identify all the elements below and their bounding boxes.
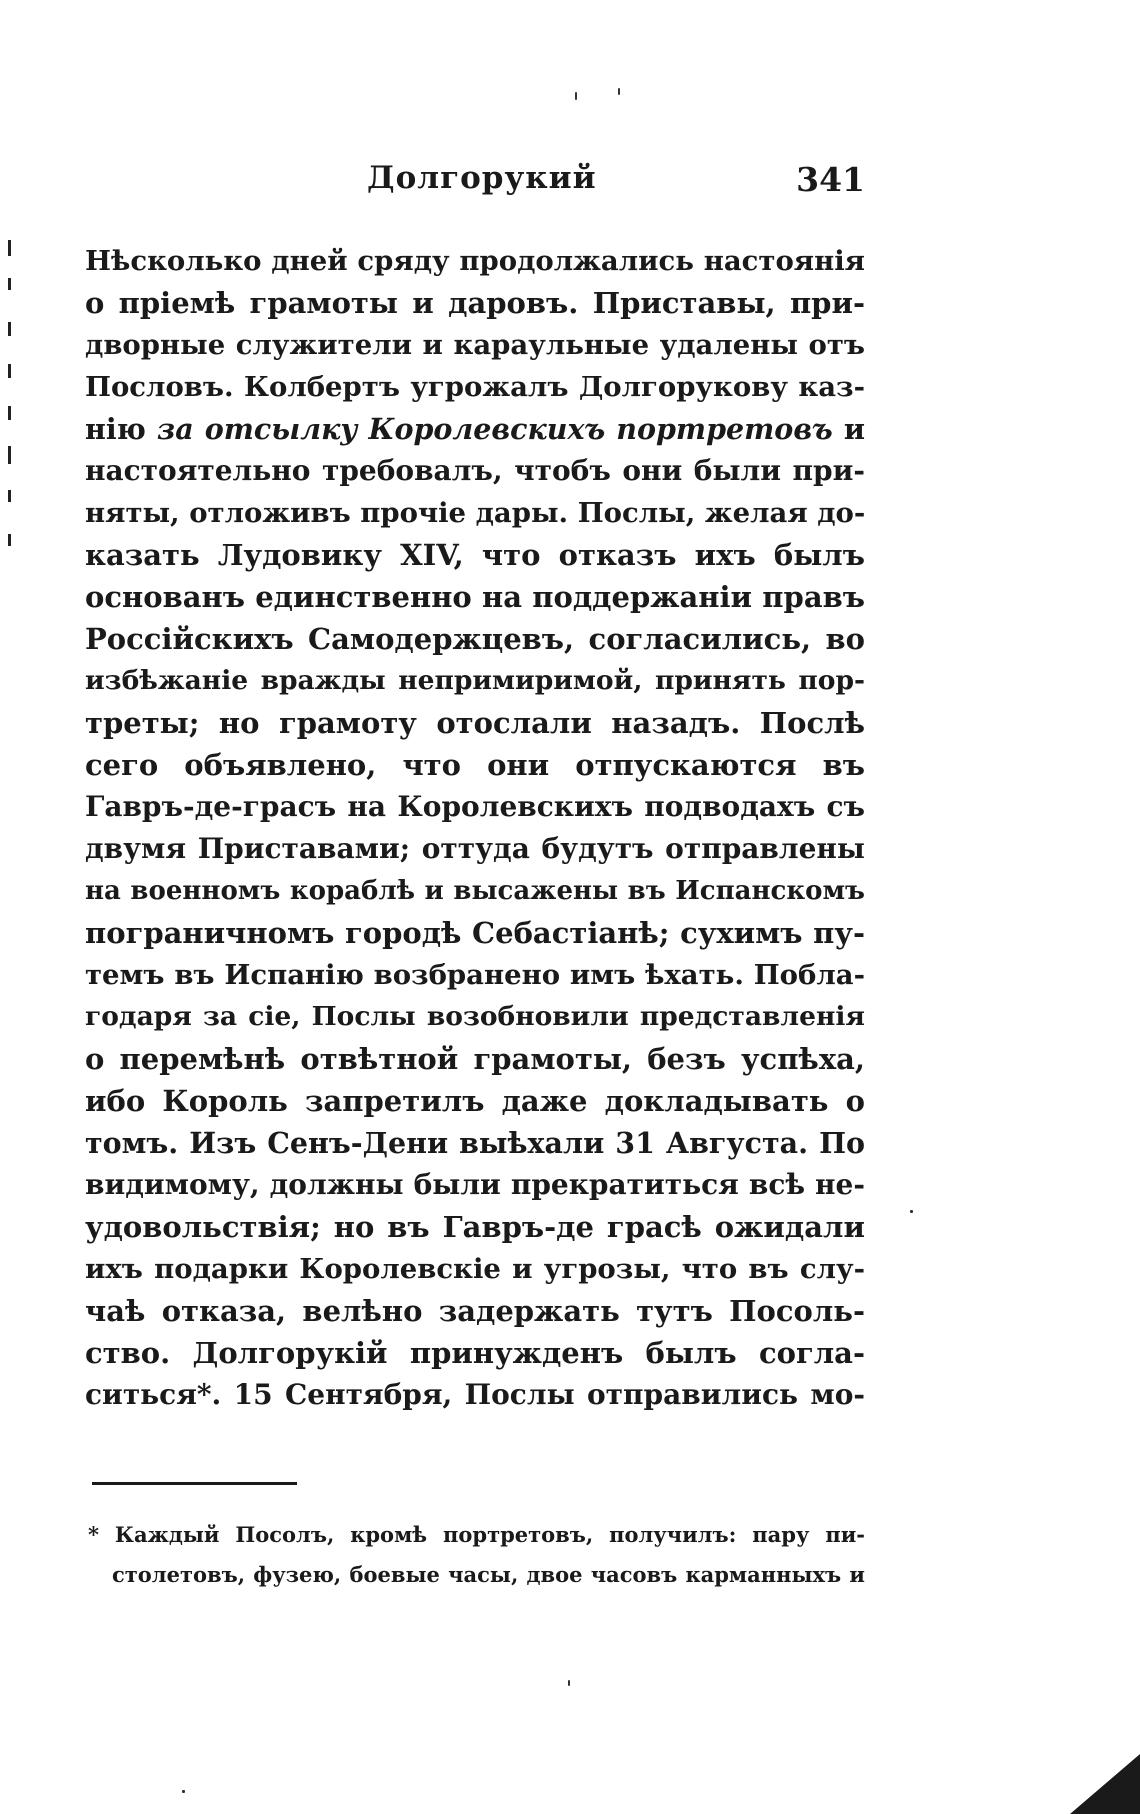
text-line: Пословъ. Колбертъ угрожалъ Долгорукову каз- [85,371,865,403]
page-number: 341 [796,160,865,199]
corner-blot [1070,1754,1140,1814]
text-line: томъ. Изъ Сенъ-Дени выѣхали 31 Августа. По [85,1126,865,1160]
text-line: о пріемѣ грамоты и даровъ. Приставы, при- [85,286,865,320]
text-line: дворные служители и караульные удалены отъ [85,329,865,361]
text-line: годаря за сіе, Послы возобновили представленія [85,1001,865,1032]
text-line: няты, отложивъ прочіе дары. Послы, желая до- [85,497,865,529]
running-title: Долгорукий [367,160,597,196]
text-line: двумя Приставами; оттуда будутъ отправлены [85,832,865,865]
margin-marks [6,240,20,700]
text-line: основанъ единственно на поддержаніи правъ [85,580,865,614]
text-line: пограничномъ городѣ Себастіанѣ; сухимъ пу- [85,916,865,950]
footnote-line: * Каждый Посолъ, кромѣ портретовъ, получилъ: пару пи- [88,1522,865,1547]
italic-phrase: за отсылку Королевскихъ портретовъ [157,412,833,446]
text-line: удовольствія; но въ Гавръ-де грасѣ ожидали [85,1210,865,1244]
body-text [85,240,865,1416]
speck [568,1680,570,1686]
text-line-with-italic: нію за отсылку Королевскихъ портретовъ и [85,412,865,446]
page-header [85,160,865,210]
text-line: ибо Король запретилъ даже докладывать о [85,1084,865,1118]
text-line: ситься*. 15 Сентября, Послы отправились мо- [85,1378,865,1411]
text-line: избѣжаніе вражды непримиримой, принять пор- [85,665,865,696]
footnote-line: столетовъ, фузею, боевые часы, двое часовъ карманныхъ и [112,1562,865,1587]
speck [910,1210,913,1213]
text-line: ихъ подарки Королевскіе и угрозы, что въ слу- [85,1253,865,1285]
text-line: видимому, должны были прекратиться всѣ не- [85,1168,865,1201]
speck [182,1790,185,1793]
footnote-rule [92,1482,297,1485]
text-line: Гавръ-де-грасъ на Королевскихъ подводахъ съ [85,790,865,823]
text-line: Россійскихъ Самодержцевъ, согласились, во [85,622,865,656]
text-line: ство. Долгорукій принужденъ былъ согла- [85,1336,865,1370]
speck [575,92,577,100]
text-line: на военномъ кораблѣ и высажены въ Испанскомъ [85,876,865,906]
text-line: темъ въ Испанію возбранено имъ ѣхать. Побла- [85,959,865,991]
speck [618,88,620,95]
text-line: сего объявлено, что они отпускаются въ [85,748,865,782]
text-line: настоятельно требовалъ, чтобъ они были при- [85,454,865,487]
text-line: чаѣ отказа, велѣно задержать тутъ Посоль- [85,1294,865,1328]
text-line: о перемѣнѣ отвѣтной грамоты, безъ успѣха, [85,1042,865,1076]
text-line: Нѣсколько дней сряду продолжались настоянія [85,245,865,277]
footnote [88,1515,865,1595]
text-line: треты; но грамоту отослали назадъ. Послѣ [85,706,865,740]
text-line: казать Лудовику XIV, что отказъ ихъ былъ [85,538,865,572]
